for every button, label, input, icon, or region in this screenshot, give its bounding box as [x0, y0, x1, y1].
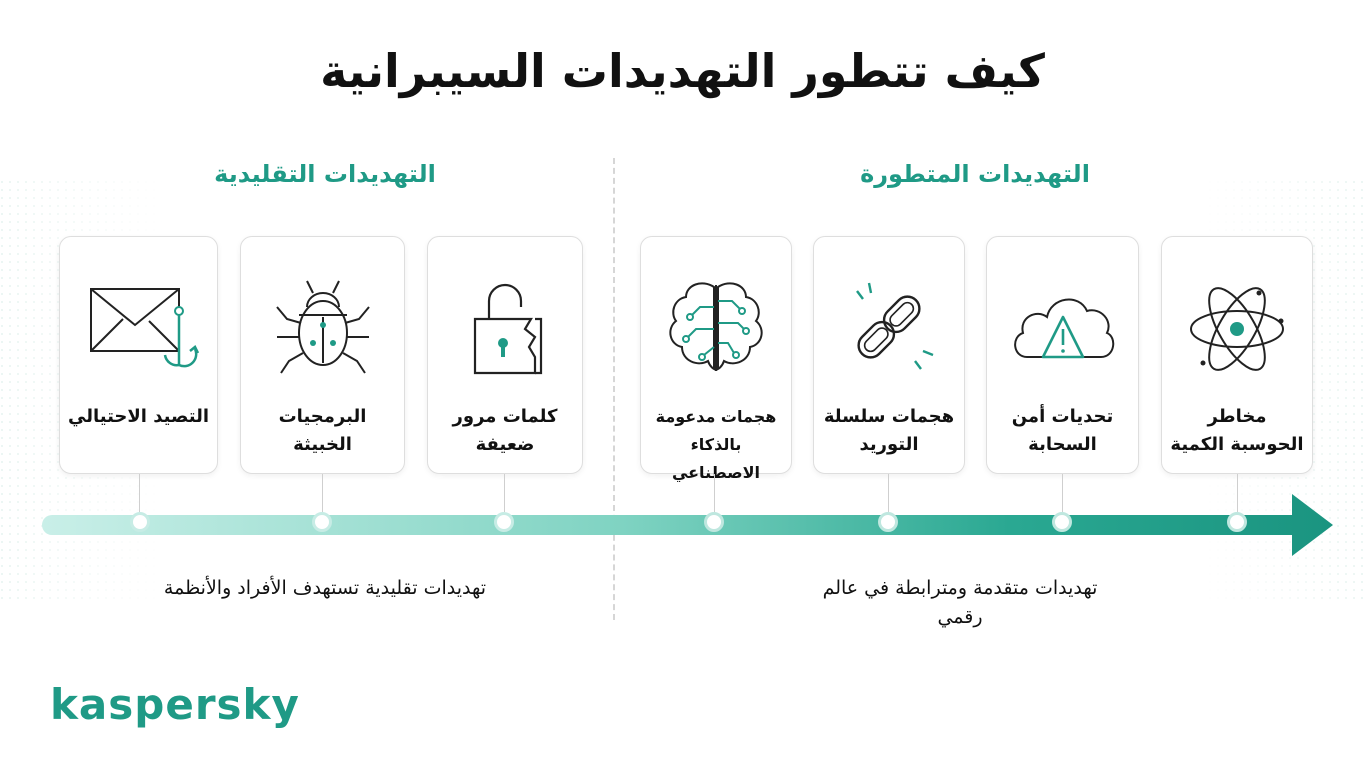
timeline-node — [494, 512, 514, 532]
timeline-node — [704, 512, 724, 532]
card-label: البرمجيات الخبيثة — [278, 406, 367, 455]
card-label: تحديات أمن السحابة — [1011, 406, 1114, 455]
card-cloud-security — [986, 236, 1139, 474]
card-malware — [240, 236, 405, 474]
caption-advanced: تهديدات متقدمة ومترابطة في عالم رقمي — [822, 577, 1098, 628]
card-ai-attacks — [640, 236, 792, 482]
caption-traditional: تهديدات تقليدية تستهدف الأفراد والأنظمة — [163, 577, 487, 599]
timeline-node — [312, 512, 332, 532]
card-quantum-computing — [1161, 236, 1313, 474]
bug-icon — [263, 267, 383, 387]
phishing-envelope-hook-icon — [79, 267, 199, 387]
card-label: مخاطر الحوسبة الكمية — [1170, 406, 1304, 455]
timeline-node — [878, 512, 898, 532]
cloud-warning-icon — [1003, 267, 1123, 387]
card-phishing — [59, 236, 218, 474]
ai-brain-circuit-icon — [656, 267, 776, 387]
atom-icon — [1177, 267, 1297, 387]
timeline-node — [130, 512, 150, 532]
broken-padlock-icon — [445, 267, 565, 387]
card-label: هجمات سلسلة التوريد — [823, 406, 955, 455]
card-label: هجمات مدعومة بالذكاء الاصطناعي — [655, 407, 777, 482]
page-title: كيف تتطور التهديدات السيبرانية — [320, 44, 1045, 98]
broken-chain-icon — [829, 267, 949, 387]
section-heading-traditional: التهديدات التقليدية — [214, 160, 436, 188]
timeline-arrow — [40, 490, 1340, 560]
timeline-node — [1052, 512, 1072, 532]
card-label: التصيد الاحتيالي — [68, 406, 209, 427]
card-weak-passwords — [427, 236, 583, 474]
kaspersky-logo: kaspersky — [50, 680, 300, 729]
card-supply-chain — [813, 236, 965, 474]
section-heading-advanced: التهديدات المتطورة — [860, 160, 1090, 188]
timeline-node — [1227, 512, 1247, 532]
card-label: كلمات مرور ضعيفة — [452, 406, 558, 455]
